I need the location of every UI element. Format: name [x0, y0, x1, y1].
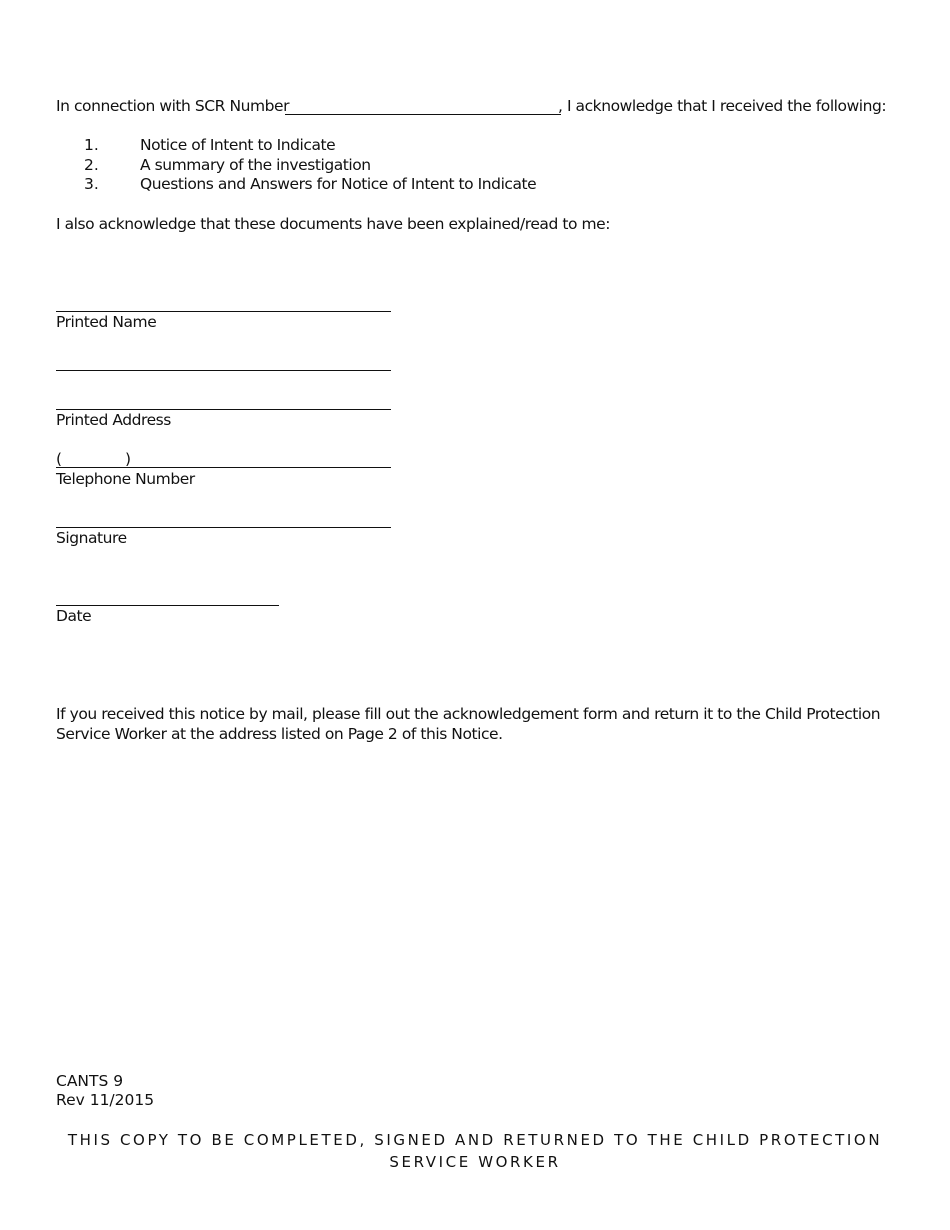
date-label: Date — [56, 607, 92, 625]
phone-area-open-paren: ( — [56, 450, 62, 468]
explained-statement: I also acknowledge that these documents have been explained/read to me: — [56, 215, 610, 233]
scr-number-field[interactable] — [285, 114, 561, 115]
list-item-number: 1. — [84, 136, 99, 154]
list-item-number: 3. — [84, 175, 99, 193]
form-revision: Rev 11/2015 — [56, 1091, 155, 1109]
telephone-number-label: Telephone Number — [56, 470, 195, 488]
printed-name-label: Printed Name — [56, 313, 157, 331]
signature-label: Signature — [56, 529, 127, 547]
list-item: Notice of Intent to Indicate — [140, 136, 336, 154]
form-code: CANTS 9 — [56, 1072, 124, 1090]
mail-instruction: If you received this notice by mail, please fill out the acknowledgement form and return it to the Child Protection Service Worker at the address listed on Page 2 of this Notice. — [56, 705, 881, 743]
list-item: Questions and Answers for Notice of Intent to Indicate — [140, 175, 537, 193]
list-item: A summary of the investigation — [140, 156, 371, 174]
list-item-number: 2. — [84, 156, 99, 174]
phone-area-close-paren: ) — [125, 450, 131, 468]
intro-suffix: , I acknowledge that I received the following: — [558, 97, 887, 115]
intro-prefix: In connection with SCR Number — [56, 97, 290, 115]
printed-address-field-line-1[interactable] — [56, 370, 391, 371]
telephone-number-field[interactable] — [56, 467, 391, 468]
footer-notice: THIS COPY TO BE COMPLETED, SIGNED AND RETURNED TO THE CHILD PROTECTION SERVICE WORKER — [67, 1131, 883, 1171]
printed-address-label: Printed Address — [56, 411, 171, 429]
